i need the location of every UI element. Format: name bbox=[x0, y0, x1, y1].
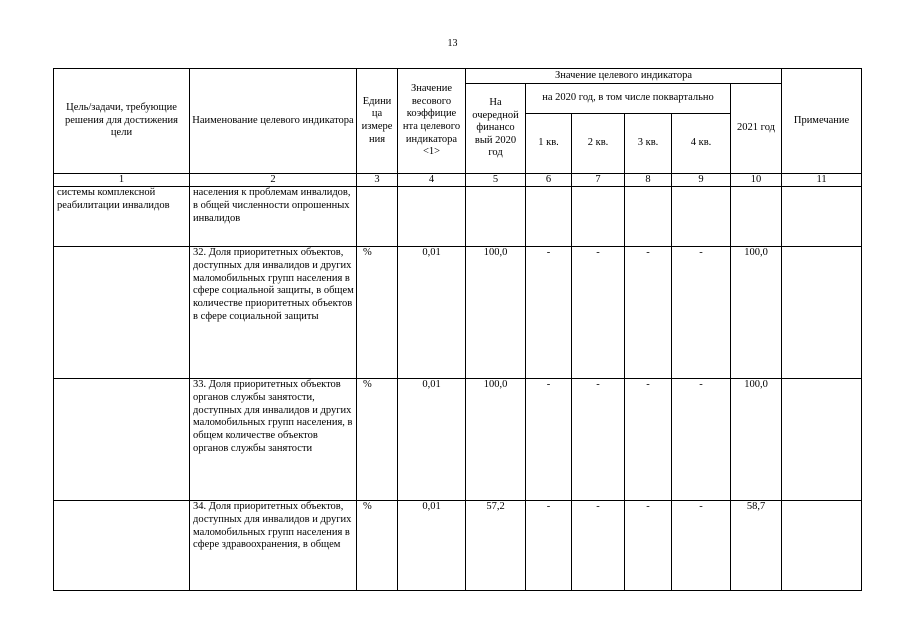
header-2021: 2021 год bbox=[731, 84, 782, 174]
q4-cell: - bbox=[672, 247, 731, 379]
q1-cell bbox=[526, 187, 572, 247]
note-cell bbox=[782, 247, 862, 379]
q3-cell bbox=[625, 187, 672, 247]
q2-cell: - bbox=[572, 247, 625, 379]
q2-cell: - bbox=[572, 379, 625, 501]
header-indicator-name: Наименование целевого индикатора bbox=[190, 69, 357, 174]
weight-cell bbox=[398, 187, 466, 247]
table-row bbox=[54, 379, 862, 501]
note-cell bbox=[782, 501, 862, 591]
column-number: 9 bbox=[672, 174, 731, 187]
q4-cell bbox=[672, 187, 731, 247]
goal-cell bbox=[54, 247, 190, 379]
q4-cell: - bbox=[672, 379, 731, 501]
value-2021-cell bbox=[731, 187, 782, 247]
column-number: 11 bbox=[782, 174, 862, 187]
q2-cell: - bbox=[572, 501, 625, 591]
column-number: 2 bbox=[190, 174, 357, 187]
header-2020-quarterly: на 2020 год, в том числе поквартально bbox=[526, 84, 731, 114]
indicator-name-cell: 34. Доля приоритетных объектов, доступных для инвалидов и других маломобильных групп населения в сфере здравоохранения, в общем bbox=[190, 501, 357, 591]
header-q1: 1 кв. bbox=[526, 114, 572, 174]
value-2021-cell: 100,0 bbox=[731, 379, 782, 501]
goal-cell: системы комплексной реабилитации инвалидов bbox=[54, 187, 190, 247]
value-2021-cell: 58,7 bbox=[731, 501, 782, 591]
column-number-row bbox=[54, 174, 862, 187]
header-q2: 2 кв. bbox=[572, 114, 625, 174]
column-number: 6 bbox=[526, 174, 572, 187]
column-number: 1 bbox=[54, 174, 190, 187]
weight-cell: 0,01 bbox=[398, 247, 466, 379]
weight-cell: 0,01 bbox=[398, 501, 466, 591]
header-goal: Цель/задачи, требующие решения для достижения цели bbox=[54, 69, 190, 174]
unit-cell: % bbox=[357, 379, 398, 501]
q2-cell bbox=[572, 187, 625, 247]
unit-cell: % bbox=[357, 501, 398, 591]
header-target-value: Значение целевого индикатора bbox=[466, 69, 782, 84]
note-cell bbox=[782, 379, 862, 501]
header-q3: 3 кв. bbox=[625, 114, 672, 174]
unit-cell: % bbox=[357, 247, 398, 379]
header-unit: Едини ца измере ния bbox=[357, 69, 398, 174]
column-number: 8 bbox=[625, 174, 672, 187]
goal-cell bbox=[54, 379, 190, 501]
table-row bbox=[54, 247, 862, 379]
page-number: 13 bbox=[447, 38, 458, 49]
value-2020-cell: 57,2 bbox=[466, 501, 526, 591]
q3-cell: - bbox=[625, 379, 672, 501]
indicator-name-cell: 32. Доля приоритетных объектов, доступных для инвалидов и других маломобильных групп населения в сфере социальной защиты, в общем количестве приоритетных объектов в сфере социальной защиты bbox=[190, 247, 357, 379]
column-number: 10 bbox=[731, 174, 782, 187]
weight-cell: 0,01 bbox=[398, 379, 466, 501]
q1-cell: - bbox=[526, 247, 572, 379]
note-cell bbox=[782, 187, 862, 247]
indicator-name-cell: населения к проблемам инвалидов, в общей численности опрошенных инвалидов bbox=[190, 187, 357, 247]
unit-cell bbox=[357, 187, 398, 247]
header-next-fin-year: На очередной финансо вый 2020 год bbox=[466, 84, 526, 174]
header-weight: Значение весового коэффицие нта целевого индикатора <1> bbox=[398, 69, 466, 174]
q3-cell: - bbox=[625, 247, 672, 379]
q1-cell: - bbox=[526, 501, 572, 591]
column-number: 3 bbox=[357, 174, 398, 187]
table-row bbox=[54, 187, 862, 247]
q4-cell: - bbox=[672, 501, 731, 591]
value-2021-cell: 100,0 bbox=[731, 247, 782, 379]
goal-cell bbox=[54, 501, 190, 591]
column-number: 4 bbox=[398, 174, 466, 187]
value-2020-cell bbox=[466, 187, 526, 247]
indicator-name-cell: 33. Доля приоритетных объектов органов службы занятости, доступных для инвалидов и других маломобильных групп населения, в общем количестве объектов органов службы занятости bbox=[190, 379, 357, 501]
column-number: 7 bbox=[572, 174, 625, 187]
column-number: 5 bbox=[466, 174, 526, 187]
header-note: Примечание bbox=[782, 69, 862, 174]
q1-cell: - bbox=[526, 379, 572, 501]
q3-cell: - bbox=[625, 501, 672, 591]
value-2020-cell: 100,0 bbox=[466, 247, 526, 379]
header-q4: 4 кв. bbox=[672, 114, 731, 174]
indicators-table bbox=[53, 68, 862, 591]
table-row bbox=[54, 501, 862, 591]
value-2020-cell: 100,0 bbox=[466, 379, 526, 501]
